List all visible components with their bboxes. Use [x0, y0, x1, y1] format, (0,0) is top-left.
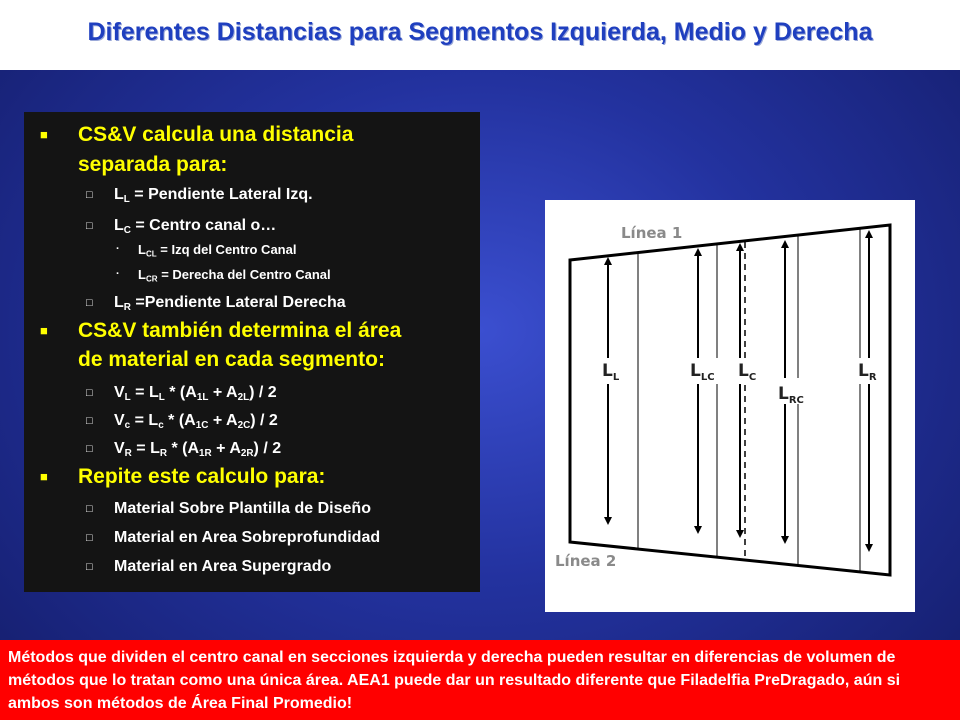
warning-note	[0, 640, 960, 720]
bullet-1b2	[116, 266, 331, 288]
square-bullet-icon: ■	[40, 469, 48, 484]
line-1-label: Línea 1	[621, 224, 683, 242]
var-l: L	[114, 217, 124, 234]
label-ll: $L_L$	[602, 361, 620, 383]
formula-part: ) / 2	[249, 384, 277, 401]
bullet-1c-text: =Pendiente Lateral Derecha	[130, 294, 346, 311]
bullet-2b	[86, 410, 278, 437]
segment-diagram-svg	[545, 200, 915, 612]
formula-sub: L	[124, 391, 131, 403]
hollow-square-bullet-icon: □	[86, 561, 93, 573]
bullet-2	[40, 316, 402, 346]
bullet-1-line2: separada para:	[78, 153, 228, 176]
sub-l: L	[123, 193, 130, 205]
dot-bullet-icon: ·	[116, 268, 120, 280]
var-l: L	[114, 294, 124, 311]
line-2-label: Línea 2	[555, 552, 617, 570]
bullet-3	[40, 462, 326, 492]
bullet-3b	[86, 527, 381, 549]
formula-part: * (A	[164, 384, 197, 401]
formula-part: = L	[131, 440, 160, 457]
hollow-square-bullet-icon: □	[86, 443, 93, 455]
formula-sub: c	[158, 419, 164, 431]
bullet-1b	[86, 215, 277, 242]
slide-header	[0, 0, 960, 70]
formula-part: + A	[208, 384, 238, 401]
sub-cl: CL	[145, 249, 157, 259]
formula-part: V	[114, 440, 125, 457]
formula-sub: 1R	[199, 447, 212, 459]
bullet-2c	[86, 438, 282, 465]
formula-sub: R	[159, 447, 167, 459]
square-bullet-icon: ■	[40, 127, 48, 142]
bullet-1-cont	[78, 150, 227, 180]
slide-title: Diferentes Distancias para Segmentos Izquierda, Medio y Derecha	[87, 18, 873, 46]
formula-sub: c	[124, 419, 131, 431]
square-bullet-icon: ■	[40, 323, 48, 338]
hollow-square-bullet-icon: □	[86, 415, 93, 427]
formula-sub: 2R	[240, 447, 254, 459]
var-l: L	[138, 242, 146, 257]
hollow-square-bullet-icon: □	[86, 220, 93, 232]
formula-part: = L	[130, 412, 159, 429]
bullet-3-line1: Repite este calculo para:	[78, 465, 326, 488]
bullet-1	[40, 120, 354, 150]
formula-sub: 2L	[237, 391, 250, 403]
formula-part: + A	[208, 412, 238, 429]
bullet-1c	[86, 292, 346, 319]
formula-part: V	[114, 384, 125, 401]
warning-note-text: Métodos que dividen el centro canal en secciones izquierda y derecha pueden resultar en diferencias de volumen de métodos que lo tratan como una única área. AEA1 puede dar un resultado diferente que Filadelfia PreDragado, aún si ambos son métodos de Área Final Promedio!	[8, 649, 901, 712]
segment-diagram	[545, 200, 915, 612]
formula-sub: 1C	[195, 419, 209, 431]
bullet-2-line1: CS&V también determina el área	[78, 319, 402, 342]
sub-c: C	[123, 224, 131, 236]
label-lrc: $L_{RC}$	[778, 384, 804, 406]
formula-sub: 2C	[237, 419, 251, 431]
bullet-1b1	[116, 241, 297, 263]
bullet-2-cont	[78, 345, 385, 375]
formula-part: ) / 2	[253, 440, 282, 457]
bullet-1b1-text: = Izq del Centro Canal	[156, 242, 297, 257]
hollow-square-bullet-icon: □	[86, 189, 93, 201]
bullet-3a-text: Material Sobre Plantilla de Diseño	[114, 500, 371, 517]
dot-bullet-icon: ·	[116, 243, 120, 255]
bullet-1b-text: = Centro canal o…	[130, 217, 277, 234]
bullet-3c-text: Material en Area Supergrado	[114, 558, 332, 575]
label-lc: $L_C$	[738, 361, 757, 383]
formula-sub: R	[124, 447, 132, 459]
formula-part: * (A	[167, 440, 199, 457]
channel-outline	[570, 225, 890, 575]
bullet-2a	[86, 382, 277, 409]
bullet-1a	[86, 184, 313, 211]
bullet-1a-text: = Pendiente Lateral Izq.	[129, 186, 313, 203]
formula-part: V	[114, 412, 125, 429]
bullet-1b2-text: = Derecha del Centro Canal	[157, 267, 331, 282]
bullet-2-line2: de material en cada segmento:	[78, 348, 385, 371]
bullet-3a	[86, 498, 371, 520]
formula-part: + A	[211, 440, 241, 457]
bullet-3c	[86, 556, 332, 578]
sub-cr: CR	[145, 274, 158, 284]
var-l: L	[114, 186, 124, 203]
sub-r: R	[123, 301, 131, 313]
label-lr: $L_R$	[858, 361, 877, 383]
bullet-3b-text: Material en Area Sobreprofundidad	[114, 529, 381, 546]
hollow-square-bullet-icon: □	[86, 387, 93, 399]
hollow-square-bullet-icon: □	[86, 503, 93, 515]
label-llc: $L_{LC}$	[690, 361, 715, 383]
formula-part: ) / 2	[250, 412, 278, 429]
hollow-square-bullet-icon: □	[86, 532, 93, 544]
var-l: L	[138, 267, 146, 282]
formula-part: * (A	[163, 412, 196, 429]
hollow-square-bullet-icon: □	[86, 297, 93, 309]
formula-sub: L	[158, 391, 165, 403]
formula-sub: 1L	[196, 391, 209, 403]
formula-part: = L	[130, 384, 159, 401]
bullet-1-line1: CS&V calcula una distancia	[78, 123, 354, 146]
